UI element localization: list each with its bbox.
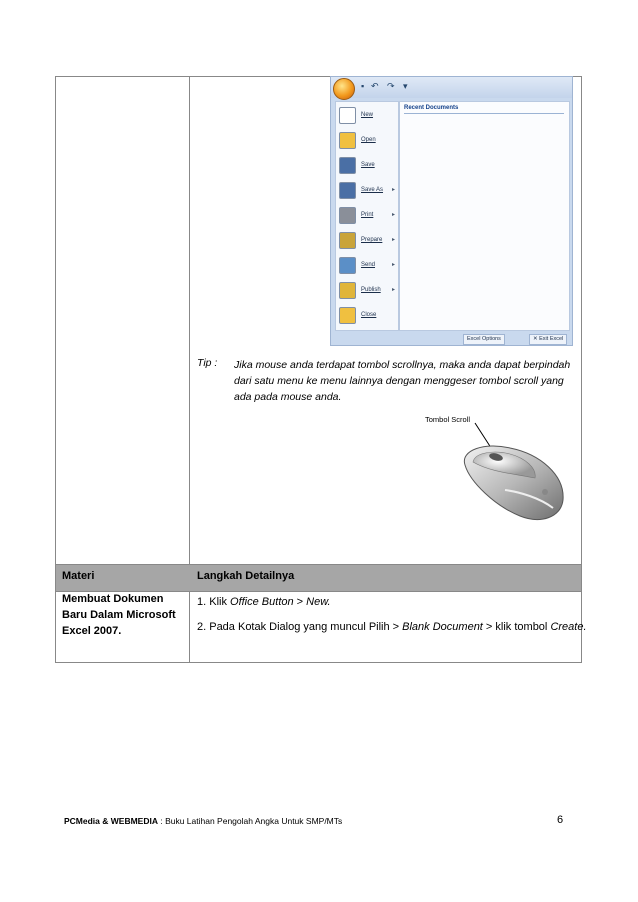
table-header-row [56,564,581,591]
page-footer: PCMedia & WEBMEDIA : Buku Latihan Pengolah Angka Untuk SMP/MTs [64,816,343,826]
tip-label: Tip : [197,357,218,369]
menu-item-label: Close [361,312,377,318]
send-icon [339,257,356,274]
excel-options-button[interactable]: Excel Options [463,334,505,345]
menu-bottom-bar [331,333,573,346]
menu-item-open[interactable] [336,129,400,154]
menu-item-save-as[interactable] [336,179,400,204]
materi-cell: Membuat Dokumen Baru Dalam Microsoft Excel 2007. [62,593,176,637]
mouse-image [455,420,570,525]
submenu-arrow-icon: ▸ [392,212,396,218]
menu-item-label: Open [361,137,376,143]
prepare-icon [339,232,356,249]
recent-documents-pane [399,101,570,331]
menu-item-save[interactable] [336,154,400,179]
header-materi: Materi [62,570,95,582]
open-icon [339,132,356,149]
step-1: 1. Klik Office Button > New. [197,596,331,608]
submenu-arrow-icon: ▸ [392,187,396,193]
publish-icon [339,282,356,299]
exit-excel-button[interactable]: ✕ Exit Excel [529,334,567,345]
save-as-icon [339,182,356,199]
office-button-icon [333,78,355,100]
menu-item-label: Save As [361,187,384,193]
save-icon [339,157,356,174]
print-icon [339,207,356,224]
recent-divider [404,113,564,114]
menu-item-close[interactable] [336,304,400,329]
office-menu-items [335,101,399,331]
menu-item-label: Prepare [361,237,383,243]
submenu-arrow-icon: ▸ [392,237,396,243]
menu-item-label: Save [361,162,375,168]
quick-access-toolbar [331,77,573,98]
table-row-divider [55,564,582,565]
menu-item-label: Print [361,212,374,218]
customize-icon: ▾ [403,81,408,91]
menu-item-label: New [361,112,374,118]
save-icon: ▪ [361,81,365,91]
page-number: 6 [557,814,564,826]
menu-item-label: Send [361,262,376,268]
submenu-arrow-icon: ▸ [392,262,396,268]
recent-documents-title: Recent Documents [404,105,459,111]
step-2: 2. Pada Kotak Dialog yang muncul Pilih > Blank Document > klik tombol Create. [197,621,587,633]
undo-icon: ↶ [371,81,379,91]
scroll-button-label: Tombol Scroll [425,415,471,424]
menu-item-new[interactable] [336,104,400,129]
new-icon [339,107,356,124]
menu-item-send[interactable] [336,254,400,279]
submenu-arrow-icon: ▸ [392,287,396,293]
office-menu-screenshot [330,76,573,346]
menu-item-prepare[interactable] [336,229,400,254]
header-langkah: Langkah Detailnya [197,570,295,582]
tip-text: Jika mouse anda terdapat tombol scrollnya, maka anda dapat berpindah dari satu menu ke menu lainnya dengan menggeser tombol scroll yang ada pada mouse anda. [234,359,571,403]
close-icon [339,307,356,324]
menu-item-label: Publish [361,287,381,293]
menu-item-publish[interactable] [336,279,400,304]
redo-icon: ↷ [387,81,395,91]
menu-item-print[interactable] [336,204,400,229]
